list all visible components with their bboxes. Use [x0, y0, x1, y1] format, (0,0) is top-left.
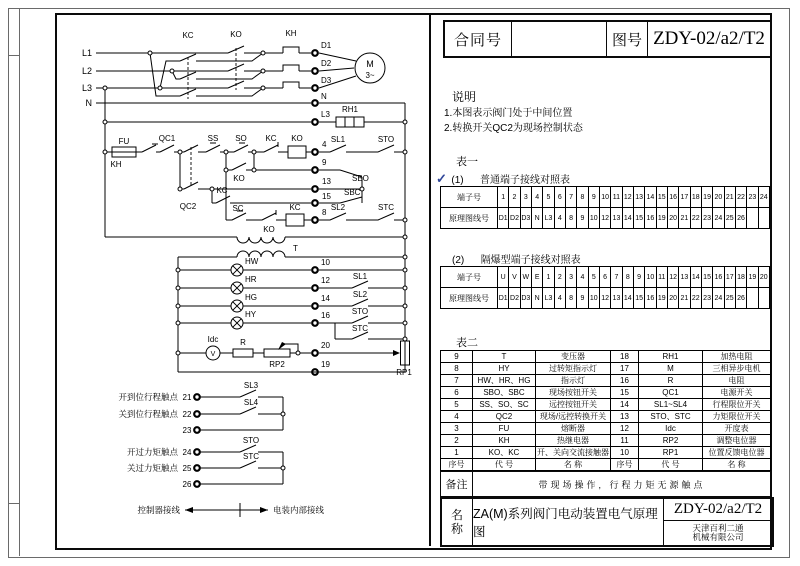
table-cell: 2	[554, 267, 565, 288]
table-cell: RP1	[639, 447, 703, 459]
check-icon: ✓	[436, 171, 447, 186]
table-cell: FU	[473, 423, 536, 435]
table-cell: RP2	[639, 435, 703, 447]
table-cell: 20	[667, 208, 678, 229]
note-2: 2.转换开关QC2为现场控制状态	[444, 123, 583, 134]
contract-no-label: 合同号	[445, 22, 512, 56]
table-cell: 24	[713, 288, 724, 309]
table-cell: SS、SO、SC	[473, 399, 536, 411]
torque-sto-label: STO	[377, 135, 395, 144]
remark-label: 备注	[441, 472, 473, 496]
table-cell: 17	[611, 363, 639, 375]
contact-sl1-label: SL1	[352, 272, 368, 281]
torque-stc-label: STC	[378, 203, 394, 212]
terminal-d1-label: D1	[321, 41, 332, 50]
table-cell: 17	[724, 267, 735, 288]
table-cell: 11	[656, 267, 667, 288]
table-cell: 22	[735, 187, 746, 208]
table-cell: D2	[509, 288, 520, 309]
table-cell: 25	[724, 208, 735, 229]
table-cell: 14	[622, 288, 633, 309]
table-cell: 20	[667, 288, 678, 309]
coil-ko-label: KO	[291, 134, 303, 143]
table-cell: 10	[588, 208, 599, 229]
table-cell: 19	[747, 267, 758, 288]
table-cell: 13	[679, 267, 690, 288]
table-cell: 1	[498, 187, 509, 208]
table-cell: 15	[611, 387, 639, 399]
table-cell: HW、HR、HG	[473, 375, 536, 387]
terminal-4-label: 4	[322, 140, 327, 149]
table-cell: 9	[633, 267, 644, 288]
table-cell: 力矩限位开关	[703, 411, 771, 423]
table-cell: 16	[645, 208, 656, 229]
contact-sto2-label: STO	[242, 436, 260, 445]
table-cell: 21	[679, 208, 690, 229]
internal-wiring-label: 电装内部接线	[273, 505, 325, 515]
limit-sl2-label: SL2	[330, 203, 346, 212]
linkage-dashes	[188, 48, 236, 186]
button-sc-label: SC	[232, 204, 244, 213]
table-cell: 16	[645, 288, 656, 309]
table-cell: 24	[758, 187, 769, 208]
terminal-23-label: 23	[182, 426, 192, 435]
table-cell: 行程限位开关	[703, 399, 771, 411]
contact-sl4-label: SL4	[243, 398, 259, 407]
table-cell: 端子号	[441, 267, 498, 288]
terminal-25-label: 25	[182, 464, 192, 473]
table-cell: 代 号	[639, 459, 703, 471]
table-cell: N	[531, 288, 542, 309]
table-cell: 8	[565, 208, 576, 229]
table-cell: 4	[554, 288, 565, 309]
notes-title: 说明	[452, 90, 477, 104]
drawing-name: ZA(M)系列阀门电动装置电气原理图	[473, 499, 664, 545]
table-cell: 16	[611, 375, 639, 387]
table-cell: 7	[565, 187, 576, 208]
table-cell: 3	[565, 267, 576, 288]
terminal-d3-label: D3	[321, 76, 332, 85]
contactor-kc-label: KC	[182, 31, 194, 40]
table-cell: 8	[577, 187, 588, 208]
table-cell: 25	[724, 288, 735, 309]
table-cell: 4	[554, 208, 565, 229]
sub1-index: (1)	[451, 175, 464, 186]
table-cell: 调整电位器	[703, 435, 771, 447]
coil-kc-label: KC	[289, 203, 301, 212]
sub2-name: 隔爆型端子接线对照表	[480, 255, 581, 266]
rp1-wiper-arrow	[393, 350, 400, 356]
table-cell: 14	[645, 187, 656, 208]
meter-v-glyph: V	[210, 351, 216, 358]
table-cell: 三相异步电机	[703, 363, 771, 375]
open-torque-contact-label: 开过力矩触点	[126, 447, 178, 457]
table-cell: 10	[599, 187, 610, 208]
terminal-8-label: 8	[322, 208, 327, 217]
table-cell: 24	[713, 208, 724, 229]
table-cell: QC2	[473, 411, 536, 423]
terminal-14-label: 14	[321, 294, 330, 303]
remark-text: 带现场操作, 行程力矩无源触点	[538, 479, 706, 490]
controller-wiring-label: 控制器接线	[137, 505, 180, 515]
table-cell: 9	[588, 187, 599, 208]
switch-qc1-label: QC1	[158, 134, 176, 143]
table-cell: V	[509, 267, 520, 288]
terminal-15-label: 15	[322, 192, 331, 201]
lamp-hy-label: HY	[245, 310, 257, 319]
table-cell: 18	[611, 351, 639, 363]
company-line2: 机械有限公司	[692, 532, 744, 542]
table-cell: KH	[473, 435, 536, 447]
table-cell: D3	[520, 288, 531, 309]
table1-title: 表一	[456, 156, 478, 168]
table-cell: 热继电器	[536, 435, 611, 447]
contact-stc2-label: STC	[243, 452, 259, 461]
table-cell: 名 称	[703, 459, 771, 471]
table-cell: 11	[611, 187, 622, 208]
terminal-d2-label: D2	[321, 59, 332, 68]
table-cell: 12	[611, 423, 639, 435]
table-cell: L3	[543, 288, 554, 309]
table-cell: 14	[690, 267, 701, 288]
table-cell: D1	[498, 208, 509, 229]
coil-kc	[286, 214, 304, 226]
terminal-l3-label: L3	[321, 110, 330, 119]
table-cell: 6	[441, 387, 473, 399]
terminal-22-label: 22	[182, 410, 192, 419]
table-cell: KO、KC	[473, 447, 536, 459]
motor-m-label: M	[366, 59, 374, 69]
table-cell: 代 号	[473, 459, 536, 471]
table-cell: 19	[656, 288, 667, 309]
heater-rh1	[336, 117, 364, 127]
table-cell: 序号	[611, 459, 639, 471]
table-cell: 20	[713, 187, 724, 208]
terminal-16-label: 16	[321, 311, 330, 320]
button-sbc-label: SBC	[344, 188, 361, 197]
contact-ko-nc-label: KO	[263, 225, 275, 234]
table2-title: 表二	[456, 337, 478, 349]
left-arrow	[185, 507, 193, 513]
table-cell: 16	[713, 267, 724, 288]
table-cell: W	[520, 267, 531, 288]
thermal-contact-kh-label: KH	[110, 160, 122, 169]
note-1: 1.本图表示阀门处于中间位置	[444, 108, 573, 119]
table-cell: 5	[441, 399, 473, 411]
sub1-name: 普通端子接线对照表	[480, 175, 571, 186]
phase-l2-label: L2	[81, 66, 92, 76]
table-cell: 12	[622, 187, 633, 208]
table-cell: D1	[498, 288, 509, 309]
table-cell: 名 称	[536, 459, 611, 471]
right-arrow	[260, 507, 268, 513]
table-cell: 8	[622, 267, 633, 288]
table-cell: U	[498, 267, 509, 288]
table-cell: R	[639, 375, 703, 387]
table-cell: 11	[611, 435, 639, 447]
switch-qc2-label: QC2	[179, 202, 197, 211]
table-cell: 7	[611, 267, 622, 288]
button-ss-label: SS	[207, 134, 219, 143]
table-cell: 13	[633, 187, 644, 208]
table-cell: 电源开关	[703, 387, 771, 399]
table-cell: 9	[577, 208, 588, 229]
contact-ko-aux-label: KO	[233, 174, 245, 183]
table-cell: RH1	[639, 351, 703, 363]
table-cell: 3	[441, 423, 473, 435]
table-cell: 5	[543, 187, 554, 208]
motor-phase-label: 3~	[365, 71, 375, 80]
table-cell: 13	[611, 208, 622, 229]
company-line1: 天津百利二通	[692, 522, 744, 533]
components	[112, 53, 410, 365]
transformer-t-label: T	[293, 244, 298, 253]
pot-rp2-label: RP2	[269, 360, 285, 369]
table-cell: 13	[611, 411, 639, 423]
table-cell: 23	[701, 288, 712, 309]
table-cell: 21	[679, 288, 690, 309]
table-cell: 15	[633, 288, 644, 309]
table-cell: 原理图线号	[441, 208, 498, 229]
table-cell: 5	[588, 267, 599, 288]
terminal-24-label: 24	[182, 448, 192, 457]
table-cell: 远控按钮开关	[536, 399, 611, 411]
table-cell: 开、关向交流接触器	[537, 448, 609, 457]
table-cell: 19	[656, 208, 667, 229]
terminal-12-label: 12	[321, 276, 330, 285]
table-cell: N	[531, 208, 542, 229]
table-cell: 4	[531, 187, 542, 208]
table-cell: 19	[701, 187, 712, 208]
drawing-no-label: 图号	[607, 22, 648, 56]
table-cell: HY	[473, 363, 536, 375]
table-cell: 14	[622, 208, 633, 229]
contactor-ko-label: KO	[230, 30, 242, 39]
contact-sl3-label: SL3	[243, 381, 259, 390]
table-cell: 8	[441, 363, 473, 375]
table-cell: 15	[701, 267, 712, 288]
table-cell: 2	[441, 435, 473, 447]
table-cell: T	[473, 351, 536, 363]
heater-rh1-label: RH1	[341, 105, 359, 114]
table-cell: 16	[667, 187, 678, 208]
table-cell: 6	[599, 267, 610, 288]
table-cell: 4	[577, 267, 588, 288]
contact-sto-label: STO	[351, 307, 369, 316]
table-cell: 12	[599, 288, 610, 309]
neutral-label: N	[85, 98, 92, 108]
table-cell: 18	[690, 187, 701, 208]
button-sbo-label: SBO	[352, 174, 369, 183]
table-cell: 12	[599, 208, 610, 229]
table-cell: 1	[543, 267, 554, 288]
table-cell: 指示灯	[536, 375, 611, 387]
table-cell: 14	[611, 399, 639, 411]
terminal-10-label: 10	[321, 258, 330, 267]
table-cell: 开度表	[703, 423, 771, 435]
table-cell: SBO、SBC	[473, 387, 536, 399]
table-cell: 26	[735, 288, 746, 309]
table-cell: 26	[735, 208, 746, 229]
terminal-n-label: N	[321, 92, 327, 101]
table-cell: 序号	[441, 459, 473, 471]
table-cell: 15	[656, 187, 667, 208]
table-cell: 现场/远控转换开关	[536, 411, 611, 423]
sub2-index: (2)	[452, 255, 465, 266]
terminal-13-label: 13	[322, 177, 331, 186]
potentiometer-rp2	[264, 349, 290, 357]
table-cell: 位置反馈电位器	[703, 447, 771, 459]
button-so-label: SO	[235, 134, 247, 143]
drawing-number: ZDY-02/a2/T2	[664, 499, 772, 521]
table-cell: 3	[520, 187, 531, 208]
table-cell: M	[639, 363, 703, 375]
terminal-dots	[194, 50, 318, 487]
table-cell: 端子号	[441, 187, 498, 208]
table-cell: 电阻	[703, 375, 771, 387]
name-label-text: 名称	[450, 508, 463, 536]
resistor-r	[233, 349, 253, 357]
contact-stc-label: STC	[352, 324, 368, 333]
table-cell: 17	[679, 187, 690, 208]
table-cell: 2	[509, 187, 520, 208]
table-cell: 10	[611, 447, 639, 459]
lamp-hg-label: HG	[245, 293, 257, 302]
resistor-r-label: R	[240, 338, 246, 347]
coil-ko	[288, 146, 306, 158]
arrowheads	[182, 342, 400, 513]
table-cell: D2	[509, 208, 520, 229]
terminal-9-label: 9	[322, 158, 327, 167]
table-cell: D3	[520, 208, 531, 229]
pot-rp1-label: RP1	[396, 368, 412, 377]
lamp-hr-label: HR	[245, 275, 257, 284]
phase-l3-label: L3	[81, 83, 92, 93]
contact-sl2-label: SL2	[352, 290, 368, 299]
table-cell: 熔断器	[536, 423, 611, 435]
table-cell: 18	[735, 267, 746, 288]
table-cell: 12	[667, 267, 678, 288]
table-cell: STO、STC	[639, 411, 703, 423]
table-cell: 原理图线号	[441, 288, 498, 309]
lamp-hw-label: HW	[245, 257, 259, 266]
table-cell: 20	[758, 267, 769, 288]
table-cell: 23	[747, 187, 758, 208]
table-cell: SL1~SL4	[639, 399, 703, 411]
contact-kc-nc-label: KC	[265, 134, 277, 143]
table-cell: 22	[690, 288, 701, 309]
table-cell: 9	[577, 288, 588, 309]
table-cell: 7	[441, 375, 473, 387]
close-torque-contact-label: 关过力矩触点	[126, 463, 178, 473]
terminal-19-label: 19	[321, 360, 330, 369]
table-cell: 9	[441, 351, 473, 363]
table-cell: 加热电阻	[703, 351, 771, 363]
table-cell: 22	[690, 208, 701, 229]
drawing-no-value: ZDY-02/a2/T2	[653, 28, 765, 49]
table-cell: 13	[611, 288, 622, 309]
table-cell: E	[531, 267, 542, 288]
table-cell: L3	[543, 208, 554, 229]
schematic-labels	[82, 29, 412, 515]
phase-l1-label: L1	[81, 48, 92, 58]
table-cell: Idc	[639, 423, 703, 435]
limit-sl1-label: SL1	[330, 135, 346, 144]
table-cell: 过转矩指示灯	[536, 363, 611, 375]
table-cell: 变压器	[536, 351, 611, 363]
table-cell: QC1	[639, 387, 703, 399]
table-cell: 1	[441, 447, 473, 459]
table-cell: 现场按钮开关	[536, 387, 611, 399]
table-cell: 10	[588, 288, 599, 309]
table-cell: 23	[701, 208, 712, 229]
close-travel-contact-label: 关到位行程触点	[118, 409, 178, 419]
table-cell: 21	[724, 187, 735, 208]
table-cell: 15	[633, 208, 644, 229]
fuse-fu-label: FU	[118, 137, 130, 146]
thermal-kh-label: KH	[285, 29, 297, 38]
table-cell: 10	[645, 267, 656, 288]
table-cell: 6	[554, 187, 565, 208]
table-cell: 8	[565, 288, 576, 309]
open-travel-contact-label: 开到位行程触点	[118, 392, 178, 402]
terminal-21-label: 21	[182, 393, 192, 402]
meter-idc-label: Idc	[207, 335, 219, 344]
terminal-26-label: 26	[182, 480, 192, 489]
terminal-20-label: 20	[321, 341, 330, 350]
contact-kc-aux-label: KC	[216, 186, 228, 195]
table-cell: 4	[441, 411, 473, 423]
